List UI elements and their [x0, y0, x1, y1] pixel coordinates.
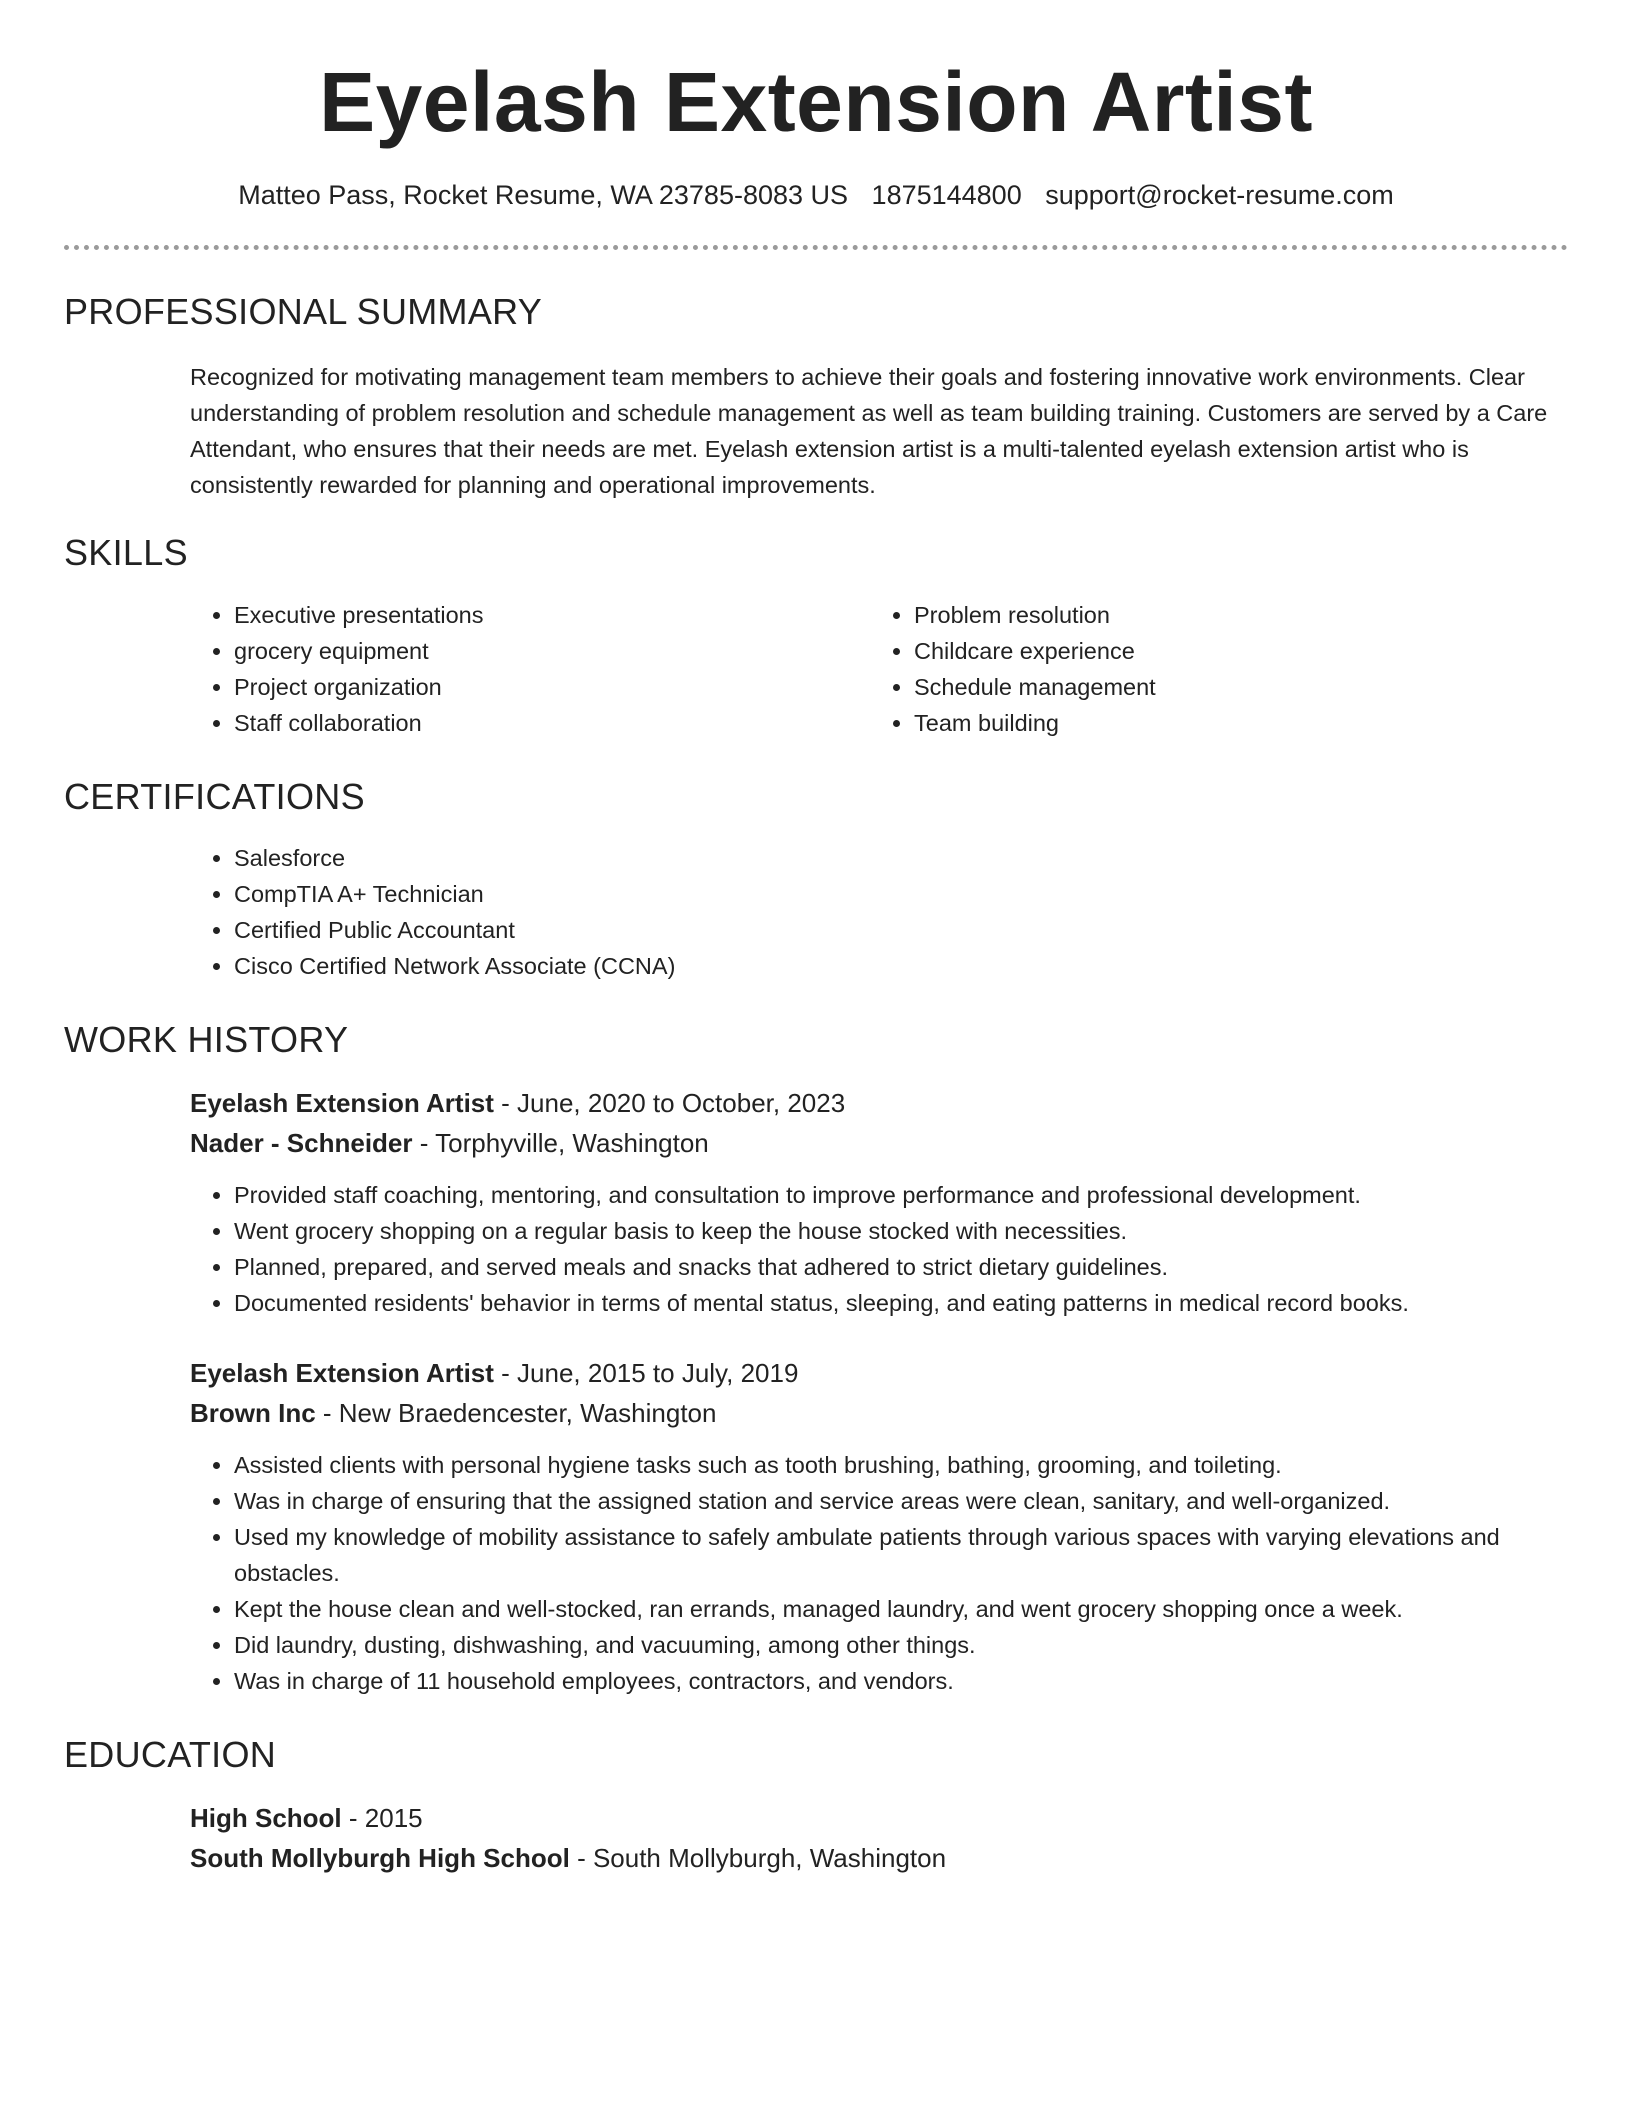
certifications-heading: CERTIFICATIONS: [64, 775, 365, 817]
education-heading: EDUCATION: [64, 1733, 277, 1775]
job-bullet: • Kept the house clean and well-stocked, ran errands, managed laundry, and went grocery shopping once a week.: [234, 1591, 1568, 1627]
skill-item: • Childcare experience: [914, 633, 1550, 669]
skill-item: • grocery equipment: [234, 633, 870, 669]
job-bullet: • Went grocery shopping on a regular basis to keep the house stocked with necessities.: [234, 1213, 1568, 1249]
work-heading: WORK HISTORY: [64, 1018, 349, 1060]
header-divider: [64, 245, 1568, 250]
education-degree: High School: [190, 1803, 342, 1834]
skills-right-column: [870, 597, 1550, 741]
certification-item: • Cisco Certified Network Associate (CCNA): [234, 948, 1568, 984]
job-dates: - June, 2020 to October, 2023: [493, 1087, 846, 1118]
skill-item: • Executive presentations: [234, 597, 870, 633]
job-entry: [190, 1083, 1568, 1321]
job-bullet: • Was in charge of 11 household employees, contractors, and vendors.: [234, 1663, 1568, 1699]
education-entry: [190, 1798, 1568, 1878]
summary-section: [0, 290, 1632, 503]
resume-name: Eyelash Extension Artist: [319, 55, 1313, 149]
job-location: - Torphyville, Washington: [412, 1127, 709, 1158]
skill-item: • Team building: [914, 705, 1550, 741]
contact-phone: 1875144800: [871, 179, 1022, 210]
skills-heading: SKILLS: [64, 532, 188, 574]
job-bullets: [190, 1447, 1568, 1699]
education-year: - 2015: [341, 1803, 423, 1834]
job-role: Eyelash Extension Artist: [190, 1357, 494, 1388]
job-dates: - June, 2015 to July, 2019: [493, 1357, 799, 1388]
contact-line: [0, 179, 1632, 211]
education-school: South Mollyburgh High School: [190, 1843, 570, 1874]
skills-left-column: [190, 597, 870, 741]
certifications-section: [0, 775, 1632, 984]
job-company-line: [190, 1393, 1568, 1433]
job-title-line: [190, 1083, 1568, 1123]
certification-item: • Certified Public Accountant: [234, 912, 1568, 948]
skills-section: [0, 531, 1632, 740]
summary-heading: PROFESSIONAL SUMMARY: [64, 291, 543, 333]
certification-item: • CompTIA A+ Technician: [234, 876, 1568, 912]
job-company: Nader - Schneider: [190, 1127, 413, 1158]
job-bullet: • Did laundry, dusting, dishwashing, and vacuuming, among other things.: [234, 1627, 1568, 1663]
job-bullet: • Was in charge of ensuring that the assigned station and service areas were clean, sanitary, and well-organized.: [234, 1483, 1568, 1519]
summary-text: Recognized for motivating management team members to achieve their goals and fostering innovative work environments. Clear understanding of problem resolution and schedule management as well as team building training. Customers are served by a Care Attendant, who ensures that their needs are met. Eyelash extension artist is a multi-talented eyelash extension artist who is consistently rewarded for planning and operational improvements.: [190, 364, 1548, 499]
job-bullets: [190, 1177, 1568, 1321]
certifications-list: [190, 840, 1568, 984]
education-school-line: [190, 1838, 1568, 1878]
work-section: [0, 1018, 1632, 1699]
job-bullet: • Assisted clients with personal hygiene tasks such as tooth brushing, bathing, grooming, and toileting.: [234, 1447, 1568, 1483]
job-title-line: [190, 1353, 1568, 1393]
job-location: - New Braedencester, Washington: [315, 1397, 717, 1428]
skill-item: • Schedule management: [914, 669, 1550, 705]
job-company-line: [190, 1123, 1568, 1163]
job-entry: [190, 1353, 1568, 1699]
skill-item: • Project organization: [234, 669, 870, 705]
skill-item: • Problem resolution: [914, 597, 1550, 633]
education-degree-line: [190, 1798, 1568, 1838]
education-section: [0, 1733, 1632, 1878]
job-bullet: • Planned, prepared, and served meals and snacks that adhered to strict dietary guidelines.: [234, 1249, 1568, 1285]
contact-address: Matteo Pass, Rocket Resume, WA 23785-8083 US: [238, 179, 849, 210]
job-bullet: • Used my knowledge of mobility assistance to safely ambulate patients through various spaces with varying elevations and obstacles.: [234, 1519, 1568, 1591]
job-role: Eyelash Extension Artist: [190, 1087, 494, 1118]
job-company: Brown Inc: [190, 1397, 316, 1428]
certification-item: • Salesforce: [234, 840, 1568, 876]
skill-item: • Staff collaboration: [234, 705, 870, 741]
job-bullet: • Provided staff coaching, mentoring, and consultation to improve performance and professional development.: [234, 1177, 1568, 1213]
job-bullet: • Documented residents' behavior in terms of mental status, sleeping, and eating patterns in medical record books.: [234, 1285, 1568, 1321]
skills-columns: [190, 597, 1632, 741]
education-location: - South Mollyburgh, Washington: [569, 1843, 947, 1874]
contact-email: support@rocket-resume.com: [1045, 179, 1394, 210]
